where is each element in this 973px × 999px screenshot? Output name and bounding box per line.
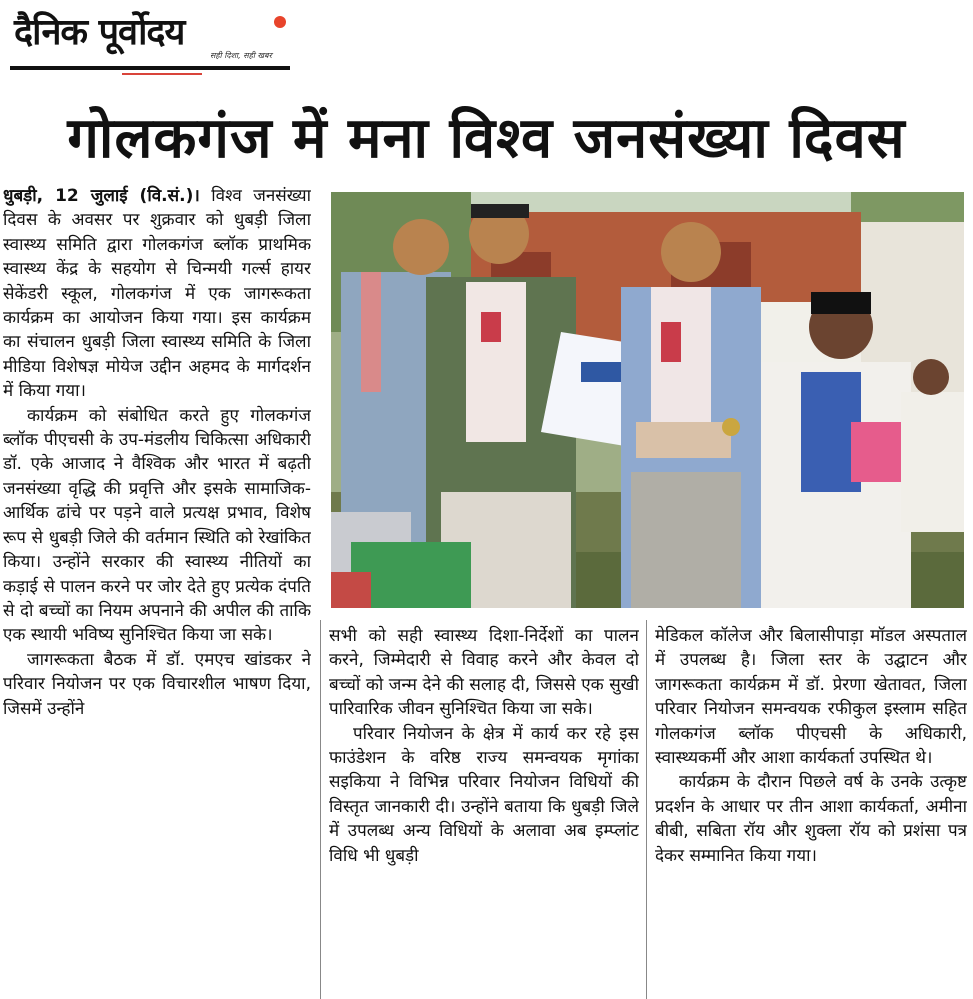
- masthead-tagline: सही दिशा, सही खबर: [210, 51, 272, 60]
- article-column-2: [329, 624, 639, 999]
- masthead-red-rule: [122, 73, 202, 75]
- paragraph: परिवार नियोजन के क्षेत्र में कार्य कर रहे इस फाउंडेशन के वरिष्ठ राज्य समन्वयक मृगांका सइकिया ने विभिन्न परिवार नियोजन विधियों की विस्तृत जानकारी दी। उन्होंने बताया कि धुबड़ी जिले में उपलब्ध अन्य विधियों के अलावा अब इम्प्लांट विधि भी धुबड़ी: [329, 723, 639, 866]
- paragraph: जागरूकता बैठक में डॉ. एमएच खांडकर ने परिवार नियोजन पर एक विचारशील भाषण दिया, जिसमें उन्होंने: [3, 649, 311, 719]
- event-photo: [331, 192, 964, 608]
- paragraph: सभी को सही स्वास्थ्य दिशा-निर्देशों का पालन करने, जिम्मेदारी से विवाह करने और केवल दो बच्चों को जन्म देने की सलाह दी, जिससे एक सुखी पारिवारिक जीवन सुनिश्चित किया जा सके।: [329, 626, 639, 720]
- paragraph: मेडिकल कॉलेज और बिलासीपाड़ा मॉडल अस्पताल में उपलब्ध है। जिला स्तर के उद्घाटन और जागरूकता कार्यक्रम में डॉ. प्रेरणा खेतावत, जिला परिवार नियोजन समन्वयक रफीकुल इस्लाम सहित गोलकगंज ब्लॉक पीएचसी के अधिकारी, स्वास्थ्यकर्मी और आशा कार्यकर्ता उपस्थित थे।: [655, 626, 967, 769]
- headline: गोलकगंज में मना विश्व जनसंख्या दिवस: [67, 106, 906, 171]
- masthead-title: दैनिक पूर्वोदय: [14, 12, 185, 53]
- article-column-1: [3, 184, 311, 999]
- paragraph: कार्यक्रम को संबोधित करते हुए गोलकगंज ब्लॉक पीएचसी के उप-मंडलीय चिकित्सा अधिकारी डॉ. एके आजाद ने वैश्विक और भारत में बढ़ती जनसंख्या वृद्धि की प्रवृत्ति और इसके सामाजिक-आर्थिक ढांचे पर पड़ने वाले प्रत्यक्ष प्रभाव, विशेष रूप से धुबड़ी जिले की वर्तमान स्थिति को रेखांकित किया। उन्होंने सरकार की स्वास्थ्य नीतियों का कड़ाई से पालन करने पर जोर देते हुए प्रत्येक दंपति से दो बच्चों का नियम अपनाने की अपील की ताकि एक स्थायी भविष्य सुनिश्चित किया जा सके।: [3, 405, 311, 646]
- paragraph: कार्यक्रम के दौरान पिछले वर्ष के उनके उत्कृष्ट प्रदर्शन के आधार पर तीन आशा कार्यकर्ता, अमीना बीबी, सबिता रॉय और शुक्ला रॉय को प्रशंसा पत्र देकर सम्मानित किया गया।: [655, 772, 967, 866]
- masthead: [10, 6, 290, 72]
- column-divider: [320, 620, 321, 999]
- article-column-3: [655, 624, 967, 999]
- paragraph: विश्व जनसंख्या दिवस के अवसर पर शुक्रवार को धुबड़ी जिला स्वास्थ्य समिति द्वारा गोलकगंज ब्लॉक प्राथमिक स्वास्थ्य केंद्र के सहयोग से चिन्मयी गर्ल्स हायर सेकेंडरी स्कूल, गोलकगंज में एक जागरूकता कार्यक्रम का आयोजन किया गया। इस कार्यक्रम का संचालन धुबड़ी जिला स्वास्थ्य समिति के जिला मीडिया विशेषज्ञ मोयेज उद्दीन अहमद के मार्गदर्शन में किया गया।: [3, 186, 311, 402]
- column-divider: [646, 620, 647, 999]
- masthead-logo-dot: [274, 16, 286, 28]
- dateline: धुबड़ी, 12 जुलाई (वि.सं.)।: [3, 186, 200, 206]
- masthead-rule: [10, 66, 290, 70]
